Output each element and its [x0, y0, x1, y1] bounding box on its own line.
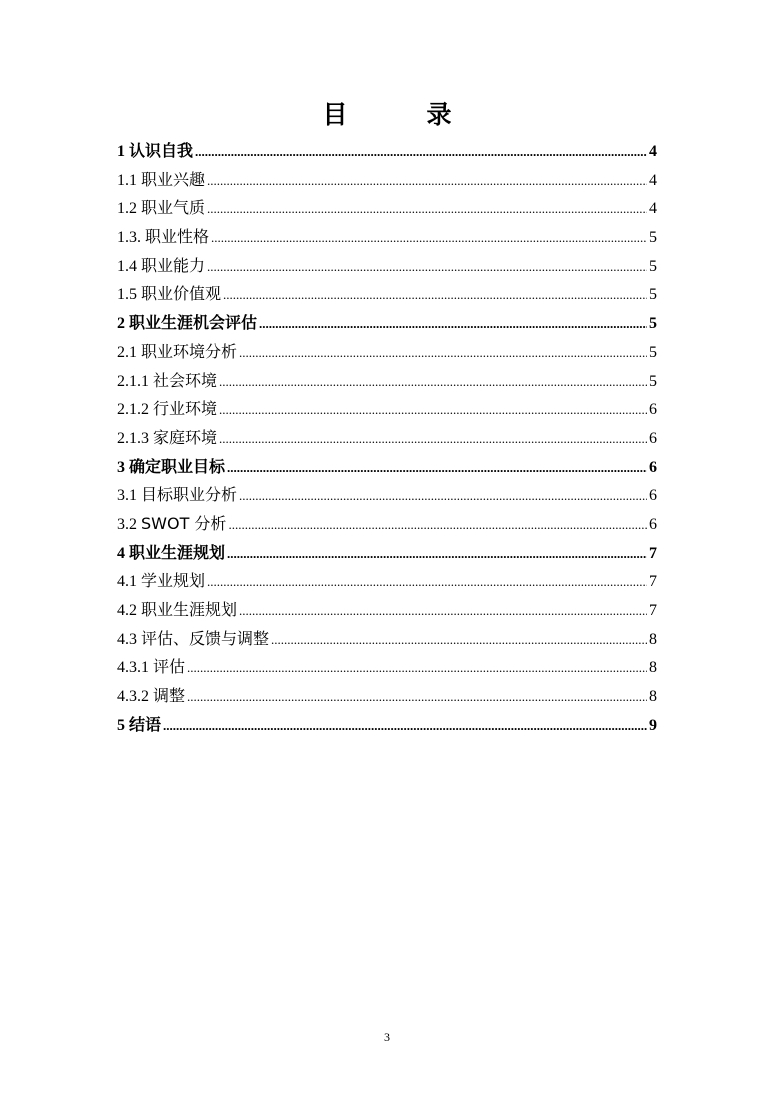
toc-entry[interactable]: [117, 453, 657, 482]
toc-dot-leader: [219, 396, 647, 425]
toc-entry-number: 3.2: [117, 515, 137, 533]
toc-dot-leader: [239, 482, 647, 511]
toc-entry-number: 3: [117, 458, 125, 476]
toc-entry-text: 职业能力: [141, 255, 206, 275]
toc-entry-page: 7: [649, 602, 657, 619]
toc-entry-number: 4.2: [117, 602, 137, 619]
toc-entry[interactable]: [117, 510, 657, 539]
toc-entry-page: 8: [649, 659, 657, 677]
toc-entry-label: [117, 252, 205, 282]
toc-entry-label: [117, 510, 226, 540]
toc-entry-label: [117, 309, 257, 339]
toc-dot-leader: [187, 654, 647, 683]
toc-entry-label: [117, 395, 217, 425]
toc-dot-leader: [227, 454, 647, 483]
toc-entry-page: 9: [649, 716, 657, 734]
toc-entry[interactable]: [117, 567, 657, 596]
toc-entry-text: 评估、反馈与调整: [141, 628, 270, 648]
toc-dot-leader: [259, 310, 647, 339]
toc-entry-page: 5: [649, 286, 657, 304]
toc-dot-leader: [271, 626, 647, 655]
toc-entry[interactable]: [117, 367, 657, 396]
toc-entry[interactable]: [117, 596, 657, 625]
toc-dot-leader: [239, 597, 647, 626]
toc-dot-leader: [207, 195, 647, 224]
toc-entry-page: 6: [649, 458, 657, 476]
toc-entry-text: 职业兴趣: [141, 169, 206, 189]
toc-dot-leader: [228, 511, 647, 540]
toc-entry-label: [117, 223, 209, 253]
toc-entry-number: 1.4: [117, 257, 137, 275]
table-of-contents: [117, 137, 657, 739]
toc-entry-text: 职业生涯规划: [141, 600, 238, 619]
toc-entry-page: 8: [649, 630, 657, 648]
toc-entry-number: 2.1.3: [117, 429, 149, 447]
toc-entry-page: 4: [649, 171, 657, 189]
toc-entry-text: 职业性格: [145, 227, 210, 247]
toc-entry[interactable]: [117, 424, 657, 453]
toc-entry-number: 1.5: [117, 286, 137, 304]
toc-entry[interactable]: [117, 682, 657, 711]
toc-entry-label: [117, 682, 185, 712]
toc-entry-number: 1.1: [117, 171, 137, 189]
toc-entry[interactable]: [117, 481, 657, 510]
toc-dot-leader: [195, 138, 647, 167]
toc-entry-text: 家庭环境: [153, 427, 218, 447]
toc-entry-number: 1: [117, 143, 125, 160]
toc-entry[interactable]: [117, 338, 657, 367]
toc-dot-leader: [219, 368, 647, 397]
toc-entry-text: 职业气质: [141, 198, 206, 218]
toc-entry[interactable]: [117, 194, 657, 223]
toc-entry[interactable]: [117, 711, 657, 740]
toc-entry-number: 2: [117, 315, 125, 333]
toc-entry[interactable]: [117, 280, 657, 309]
toc-entry[interactable]: [117, 309, 657, 338]
toc-entry[interactable]: [117, 137, 657, 166]
toc-entry-page: 5: [649, 229, 657, 247]
toc-entry-text: 职业价值观: [141, 284, 222, 304]
toc-entry-page: 4: [649, 200, 657, 218]
toc-entry-page: 5: [649, 343, 657, 361]
toc-entry-label: [117, 280, 221, 310]
toc-entry-label: [117, 711, 161, 741]
toc-entry-page: 6: [649, 429, 657, 447]
toc-entry[interactable]: [117, 166, 657, 195]
toc-entry-text: 职业生涯机会评估: [129, 313, 258, 333]
toc-entry-number: 2.1: [117, 343, 137, 361]
toc-entry-number: 1.2: [117, 200, 137, 218]
toc-entry-page: 6: [649, 401, 657, 419]
toc-dot-leader: [187, 683, 647, 712]
toc-dot-leader: [219, 425, 647, 454]
toc-entry-number: 1.3.: [117, 229, 141, 247]
toc-entry[interactable]: [117, 395, 657, 424]
toc-entry-number: 2.1.1: [117, 372, 149, 390]
toc-entry-text: 评估: [153, 657, 186, 677]
toc-dot-leader: [207, 568, 647, 597]
toc-entry-number: 5: [117, 716, 125, 734]
page-footer-number: 3: [384, 1030, 390, 1044]
toc-entry-number: 4.3.1: [117, 659, 149, 677]
toc-dot-leader: [207, 167, 647, 196]
toc-entry[interactable]: [117, 252, 657, 281]
toc-entry-page: 7: [649, 544, 657, 562]
toc-entry-page: 6: [649, 487, 657, 505]
toc-entry[interactable]: [117, 223, 657, 252]
toc-dot-leader: [211, 224, 647, 253]
toc-entry-text: 职业环境分析: [141, 341, 238, 361]
toc-entry-label: [117, 625, 269, 655]
toc-dot-leader: [227, 540, 647, 569]
toc-dot-leader: [163, 712, 647, 741]
toc-entry-text: 职业生涯规划: [129, 542, 226, 562]
toc-entry-label: [117, 137, 193, 167]
toc-entry-page: 7: [649, 573, 657, 591]
toc-entry-label: [117, 567, 205, 597]
toc-entry-text: 学业规划: [141, 571, 206, 591]
toc-entry-number: 4.1: [117, 573, 137, 591]
toc-dot-leader: [223, 281, 647, 310]
toc-dot-leader: [239, 339, 647, 368]
toc-entry-page: 8: [649, 688, 657, 706]
toc-entry-label: [117, 453, 225, 483]
toc-title: 目 录: [322, 100, 479, 129]
toc-entry-label: [117, 166, 205, 196]
toc-entry-page: 5: [649, 372, 657, 390]
toc-entry-page: 5: [649, 315, 657, 333]
toc-entry-label: [117, 481, 237, 511]
toc-entry-text: 行业环境: [153, 399, 218, 419]
toc-entry-page: 6: [649, 515, 657, 533]
toc-entry-text: 结语: [129, 714, 162, 734]
toc-entry-page: 5: [649, 257, 657, 275]
toc-entry-number: 4.3: [117, 630, 137, 648]
toc-entry-label: [117, 539, 225, 569]
toc-entry[interactable]: [117, 653, 657, 682]
toc-entry-text: 认识自我: [129, 141, 194, 160]
toc-entry-label: [117, 653, 185, 683]
toc-entry-label: [117, 194, 205, 224]
toc-entry-number: 4.3.2: [117, 688, 149, 706]
toc-entry[interactable]: [117, 625, 657, 654]
toc-entry-label: [117, 367, 217, 397]
toc-entry-page: 4: [649, 143, 657, 160]
toc-entry-number: 2.1.2: [117, 401, 149, 419]
toc-entry-label: [117, 338, 237, 368]
toc-entry-label: [117, 424, 217, 454]
toc-entry-number: 4: [117, 544, 125, 562]
toc-entry-text: 确定职业目标: [129, 456, 226, 476]
toc-entry-text: 社会环境: [153, 370, 218, 390]
toc-dot-leader: [207, 253, 647, 282]
toc-entry[interactable]: [117, 539, 657, 568]
toc-entry-text: SWOT 分析: [141, 513, 227, 533]
toc-entry-text: 目标职业分析: [141, 485, 238, 505]
toc-entry-text: 调整: [153, 686, 186, 706]
toc-entry-number: 3.1: [117, 487, 137, 505]
toc-entry-label: [117, 596, 237, 626]
